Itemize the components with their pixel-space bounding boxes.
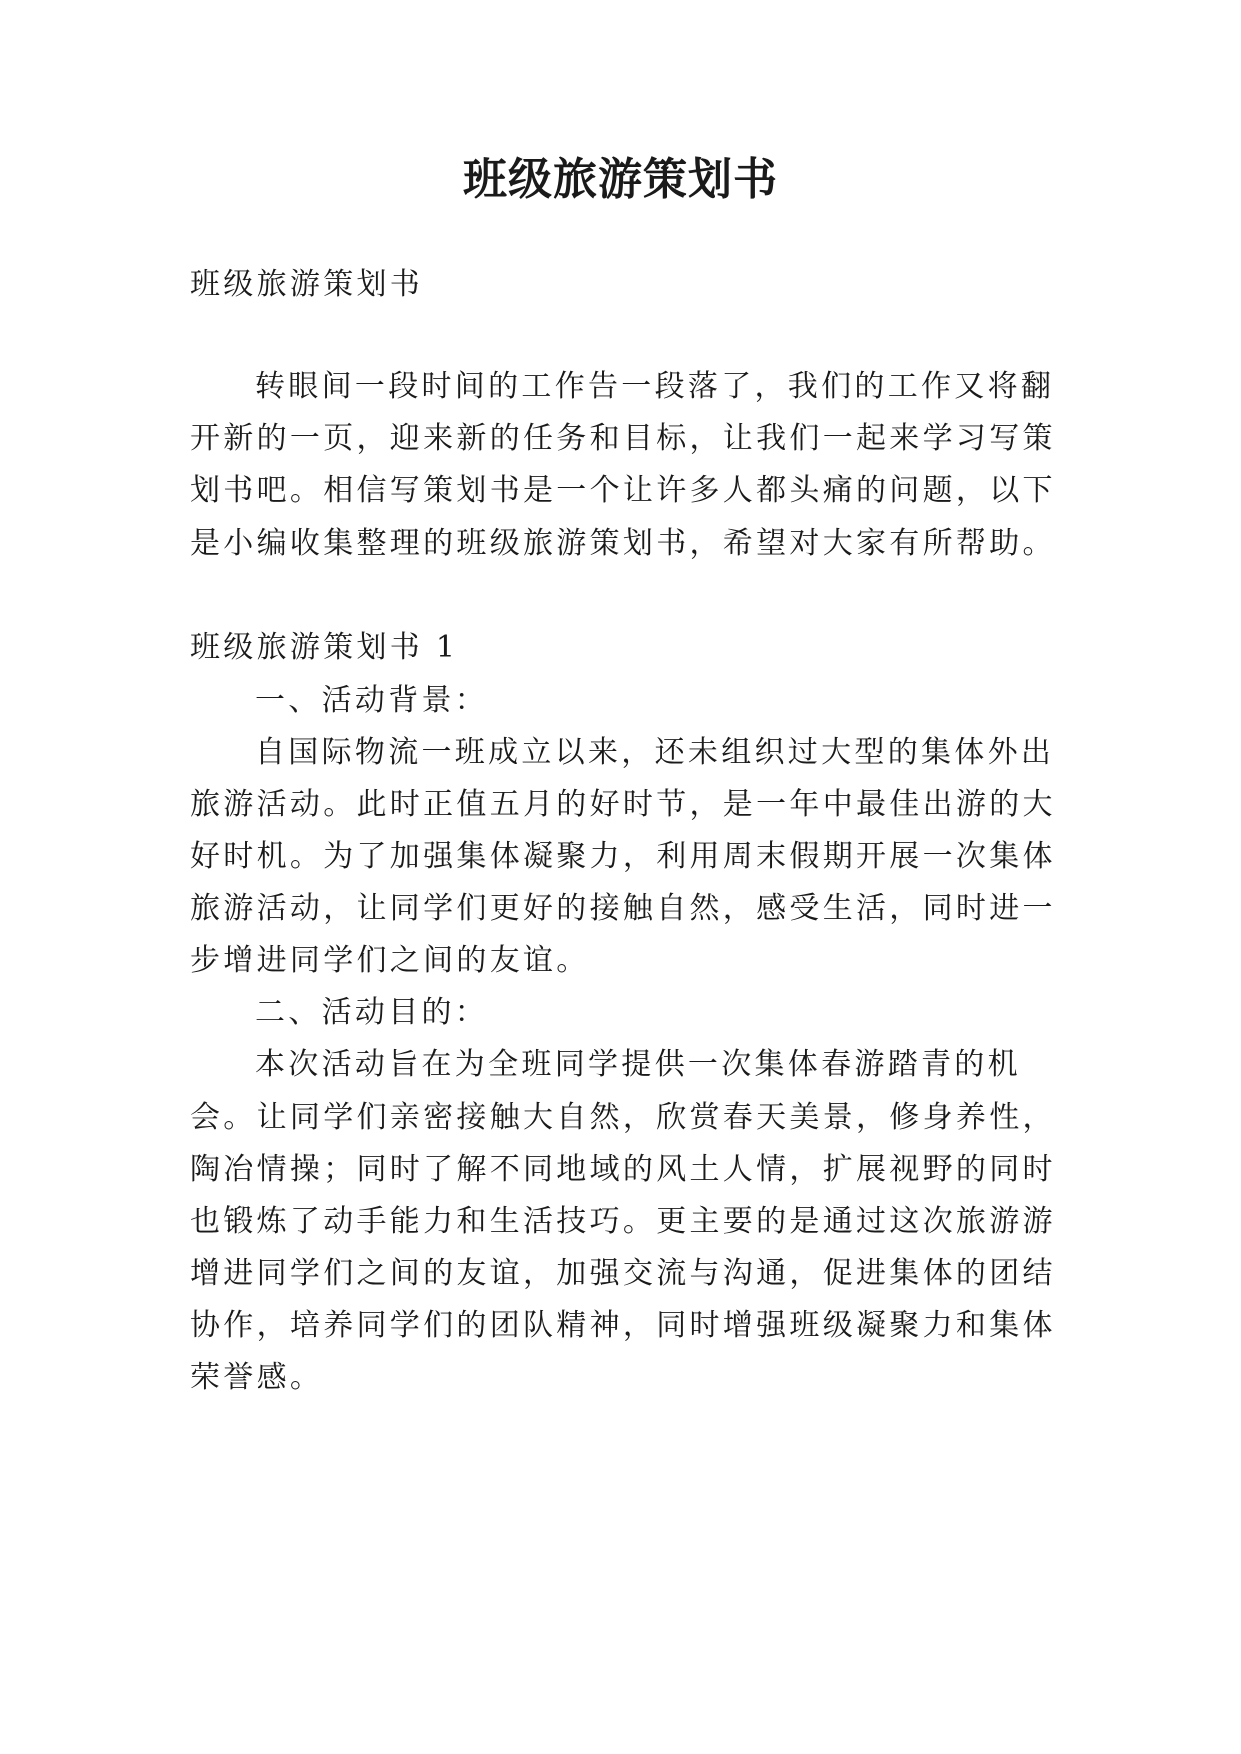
- intro-line: 开新的一页，迎来新的任务和目标，让我们一起来学习写策: [190, 421, 1056, 456]
- purpose-line: 会。让同学们亲密接触大自然，欣赏春天美景，修身养性，: [190, 1100, 1056, 1135]
- background-heading: 一、活动背景：: [255, 683, 489, 718]
- background-line: 旅游活动。此时正值五月的好时节，是一年中最佳出游的大: [190, 787, 1056, 822]
- purpose-line: 陶冶情操；同时了解不同地域的风土人情，扩展视野的同时: [190, 1152, 1056, 1187]
- document-title: 班级旅游策划书: [463, 154, 778, 205]
- purpose-line: 荣誉感。: [190, 1360, 324, 1395]
- background-line: 自国际物流一班成立以来，还未组织过大型的集体外出: [255, 735, 1055, 770]
- background-line: 步增进同学们之间的友谊。: [190, 943, 590, 978]
- purpose-heading: 二、活动目的：: [255, 995, 489, 1030]
- section-heading: 班级旅游策划书 1: [190, 630, 459, 665]
- purpose-line: 协作，培养同学们的团队精神，同时增强班级凝聚力和集体: [190, 1308, 1056, 1343]
- purpose-line: 也锻炼了动手能力和生活技巧。更主要的是通过这次旅游游: [190, 1204, 1056, 1239]
- intro-line: 转眼间一段时间的工作告一段落了，我们的工作又将翻: [255, 369, 1055, 404]
- purpose-line: 本次活动旨在为全班同学提供一次集体春游踏青的机: [255, 1047, 1021, 1082]
- background-line: 旅游活动，让同学们更好的接触自然，感受生活，同时进一: [190, 891, 1056, 926]
- intro-line: 划书吧。相信写策划书是一个让许多人都头痛的问题，以下: [190, 473, 1056, 508]
- background-line: 好时机。为了加强集体凝聚力，利用周末假期开展一次集体: [190, 839, 1056, 874]
- document-subtitle: 班级旅游策划书: [190, 267, 424, 302]
- intro-line: 是小编收集整理的班级旅游策划书，希望对大家有所帮助。: [190, 526, 1056, 561]
- purpose-line: 增进同学们之间的友谊，加强交流与沟通，促进集体的团结: [190, 1256, 1056, 1291]
